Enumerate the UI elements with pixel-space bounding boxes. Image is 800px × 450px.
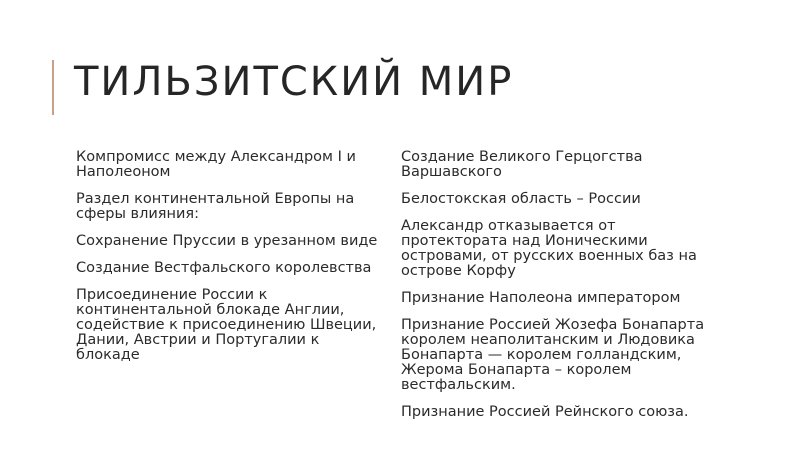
list-item: Создание Великого Герцогства Варшавского — [401, 149, 643, 180]
list-item: Признание Наполеона императором — [401, 290, 681, 306]
list-item: Создание Вестфальского королевства — [76, 260, 372, 276]
left-column — [76, 150, 386, 375]
list-item: Компромисс между Александром I и Наполеоном — [76, 149, 356, 180]
slide-title: ТИЛЬЗИТСКИЙ МИР — [74, 59, 514, 105]
list-item: Раздел континентальной Европы на сферы влияния: — [76, 191, 355, 222]
title-accent-bar — [52, 60, 54, 115]
list-item: Присоединение России к континентальной блокаде Англии, содействие к присоединению Швеции, Дании, Австрии и Португалии к блокаде — [76, 287, 377, 363]
list-item: Белостокская область – России — [401, 191, 641, 207]
list-item: Признание Россией Жозефа Бонапарта королем неаполитанским и Людовика Бонапарта — королем голландским, Жерома Бонапарта – королем вестфальским. — [401, 317, 705, 393]
list-item: Признание Россией Рейнского союза. — [401, 404, 689, 420]
list-item: Александр отказывается от протектората над Ионическими островами, от русских военных баз на острове Корфу — [401, 218, 697, 279]
list-item: Сохранение Пруссии в урезанном виде — [76, 233, 378, 249]
right-column — [401, 150, 711, 432]
